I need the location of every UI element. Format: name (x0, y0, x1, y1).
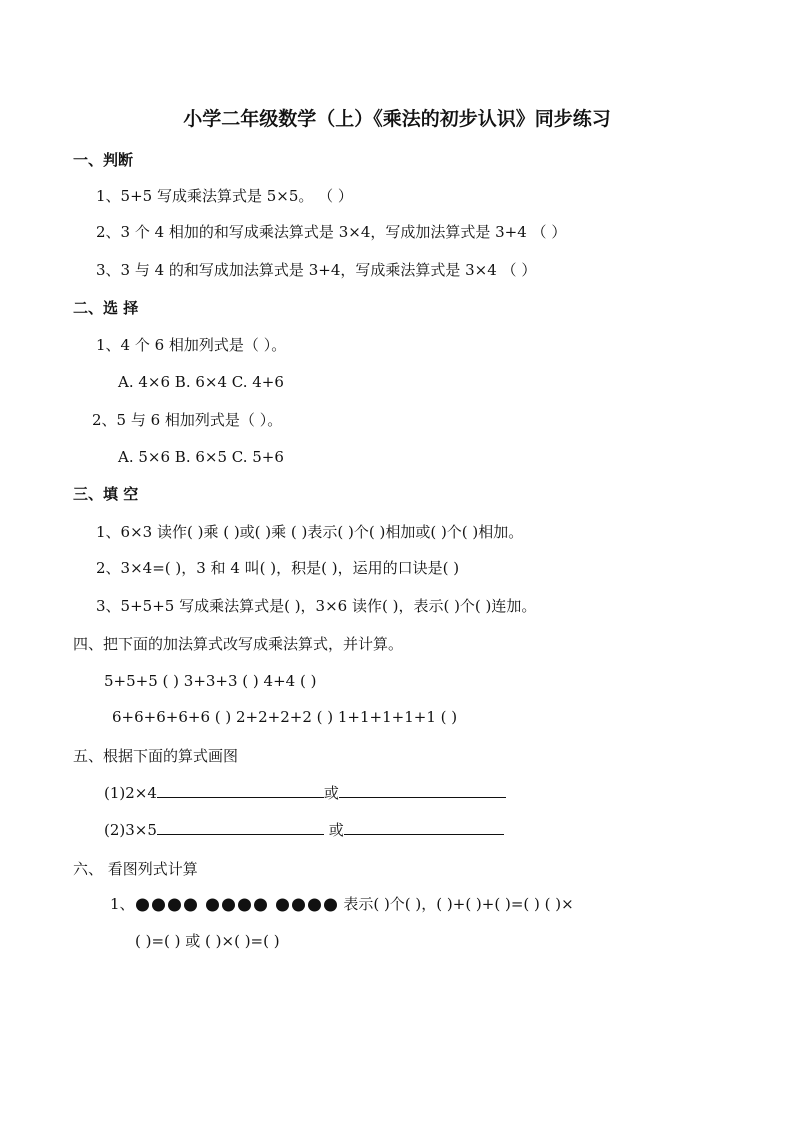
dot-1-4 (184, 899, 197, 912)
dot-3-4 (324, 899, 337, 912)
dot-groups (135, 897, 339, 913)
question-1-1: 1、5+5 写成乘法算式是 5×5。 （ ） (96, 187, 353, 205)
question-2-1: 1、4 个 6 相加列式是（ ）。 (96, 336, 287, 354)
question-2-1-options: A. 4×6 B. 6×4 C. 4+6 (118, 373, 284, 391)
section-heading-rewrite: 四、把下面的加法算式改写成乘法算式，并计算。 (73, 635, 404, 653)
or-label: 或 (328, 821, 344, 839)
answer-blank[interactable] (157, 783, 324, 798)
dot-1-1 (136, 899, 149, 912)
question-number: 1、 (110, 895, 135, 913)
section-heading-fill: 三、填 空 (73, 485, 139, 503)
answer-blank[interactable] (339, 783, 506, 798)
answer-blank[interactable] (157, 820, 324, 835)
draw-item-1 (104, 783, 506, 803)
dot-2-4 (254, 899, 267, 912)
section-heading-choice: 二、选 择 (73, 299, 139, 317)
picture-question-line-1 (110, 894, 574, 914)
page-title: 小学二年级数学（上）《乘法的初步认识》同步练习 (183, 108, 611, 130)
question-3-3: 3、5+5+5 写成乘法算式是( )，3×6 读作( )，表示( )个( )连加。 (96, 597, 537, 615)
draw-item-2-label: (2)3×5 (104, 821, 157, 839)
question-2-2-options: A. 5×6 B. 6×5 C. 5+6 (118, 448, 284, 466)
dot-3-3 (308, 899, 321, 912)
dot-3-2 (292, 899, 305, 912)
question-3-1: 1、6×3 读作( )乘 ( )或( )乘 ( )表示( )个( )相加或( )个( )相加。 (96, 523, 524, 541)
section-heading-draw: 五、根据下面的算式画图 (73, 747, 239, 765)
dot-2-1 (206, 899, 219, 912)
rewrite-row-1: 5+5+5 ( ) 3+3+3 ( ) 4+4 ( ) (104, 672, 317, 690)
question-1-2: 2、3 个 4 相加的和写成乘法算式是 3×4，写成加法算式是 3+4 （ ） (96, 223, 567, 241)
dot-3-1 (276, 899, 289, 912)
question-3-2: 2、3×4=( )，3 和 4 叫( )，积是( )，运用的口诀是( ) (96, 559, 460, 577)
picture-question-line-2: ( )=( ) 或 ( )×( )=( ) (135, 932, 280, 950)
question-2-2: 2、5 与 6 相加列式是（ ）。 (92, 411, 283, 429)
question-1-3: 3、3 与 4 的和写成加法算式是 3+4，写成乘法算式是 3×4 （ ） (96, 261, 537, 279)
section-heading-judge: 一、判断 (73, 151, 134, 169)
or-label: 或 (323, 784, 339, 802)
draw-item-1-label: (1)2×4 (104, 784, 157, 802)
picture-question-text-1: 表示( )个( )，( )+( )+( )=( ) ( )× (343, 895, 574, 913)
dots-svg (135, 897, 339, 913)
draw-item-2 (104, 820, 504, 840)
dot-2-2 (222, 899, 235, 912)
dot-1-2 (152, 899, 165, 912)
dot-1-3 (168, 899, 181, 912)
answer-blank[interactable] (344, 820, 504, 835)
rewrite-row-2: 6+6+6+6+6 ( ) 2+2+2+2 ( ) 1+1+1+1+1 ( ) (112, 708, 458, 726)
section-heading-picture: 六、 看图列式计算 (73, 860, 198, 878)
dot-2-3 (238, 899, 251, 912)
